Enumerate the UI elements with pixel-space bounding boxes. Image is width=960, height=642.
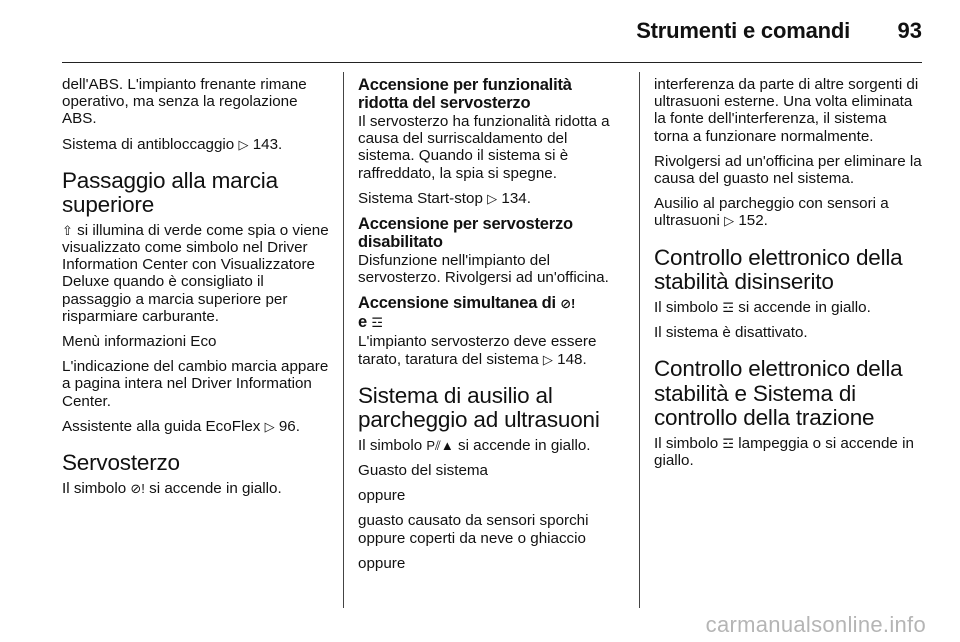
esc-off-icon: ☲ — [722, 299, 735, 315]
start-stop-reference: Sistema Start-stop ▷ 134. — [358, 189, 531, 207]
column-2 — [358, 76, 626, 580]
heading-reduced-steering: Accensione per funzionalità ridotta del servosterzo — [358, 76, 572, 112]
gear-shift-paragraph: ⇧ si illumina di verde come spia o viene visualizzato come simbolo nel Driver Information Center con Visualizzatore Deluxe quando è consigliato il passaggio a marcia superiore per risparmiare carburante. — [62, 221, 329, 325]
calibration-paragraph: L'impianto servosterzo deve essere tarato, taratura del sistema ▷ 148. — [358, 333, 597, 368]
system-fault-paragraph: Guasto del sistema — [358, 462, 488, 480]
reduced-steering-paragraph: Il servosterzo ha funzionalità ridotta a causa del surriscaldamento del sistema. Quando il sistema si è raffreddato, la spia si spegne. — [358, 113, 610, 182]
header-title: Strumenti e comandi — [636, 18, 850, 43]
watermark: carmanualsonline.info — [705, 612, 926, 637]
parking-reference: Ausilio al parcheggio con sensori a ultrasuoni ▷ 152. — [654, 195, 889, 230]
heading-esc-off: Controllo elettronico della stabilità disinserito — [654, 244, 903, 295]
gear-up-icon: ⇧ — [62, 222, 73, 238]
system-disabled-paragraph: Il sistema è disattivato. — [654, 323, 808, 341]
reference-arrow-icon: ▷ — [542, 351, 553, 367]
reference-arrow-icon: ▷ — [238, 136, 249, 152]
parking-symbol-paragraph: Il simbolo P⫽▲ si accende in giallo. — [358, 436, 591, 454]
reference-arrow-icon: ▷ — [264, 418, 275, 434]
workshop-paragraph: Rivolgersi ad un'officina per eliminare la causa del guasto nel sistema. — [654, 152, 922, 188]
heading-esc-tc: Controllo elettronico della stabilità e Sistema di controllo della trazione — [654, 356, 903, 431]
disabled-steering-paragraph: Disfunzione nell'impianto del servosterzo. Rivolgersi ad un'officina. — [358, 252, 609, 287]
or-paragraph-2: oppure — [358, 554, 406, 572]
esc-off-symbol-paragraph: Il simbolo ☲ si accende in giallo. — [654, 298, 871, 316]
heading-parking-assist: Sistema di ausilio al parcheggio ad ultrasuoni — [358, 382, 600, 433]
or-paragraph: oppure — [358, 487, 406, 505]
steering-warning-icon: ⊘! — [130, 480, 145, 496]
heading-power-steering: Servosterzo — [62, 450, 180, 476]
heading-simultaneous: Accensione simultanea di ⊘! e ☲ — [358, 294, 576, 332]
column-divider-1 — [343, 72, 344, 608]
parking-sensor-icon: P⫽▲ — [426, 437, 454, 453]
heading-disabled-steering: Accensione per servosterzo disabilitato — [358, 215, 573, 252]
dirty-sensors-paragraph: guasto causato da sensori sporchi oppure coperti da neve o ghiaccio — [358, 512, 589, 547]
esc-off-icon: ☲ — [371, 315, 383, 331]
esc-icon: ☲ — [722, 435, 735, 451]
esc-tc-symbol-paragraph: Il simbolo ☲ lampeggia o si accende in giallo. — [654, 434, 914, 469]
column-3 — [654, 76, 924, 477]
abs-reference: Sistema di antibloccaggio ▷ 143. — [62, 135, 283, 153]
heading-gear-shift: Passaggio alla marcia superiore — [62, 167, 278, 218]
abs-paragraph: dell'ABS. L'impianto frenante rimane operativo, ma senza la regolazione ABS. — [62, 76, 307, 128]
interference-paragraph: interferenza da parte di altre sorgenti di ultrasuoni esterne. Una volta eliminata la fonte dell'interferenza, il sistema torna a funzionare normalmente. — [654, 76, 919, 145]
page-number: 93 — [897, 18, 922, 43]
header-rule — [62, 62, 922, 63]
page-header — [0, 0, 960, 60]
reference-arrow-icon: ▷ — [487, 190, 498, 206]
steering-warning-icon: ⊘! — [560, 296, 576, 312]
ecoflex-reference: Assistente alla guida EcoFlex ▷ 96. — [62, 417, 300, 435]
steering-symbol-paragraph: Il simbolo ⊘! si accende in giallo. — [62, 479, 282, 497]
gear-indication-paragraph: L'indicazione del cambio marcia appare a pagina intera nel Driver Information Center. — [62, 358, 329, 410]
column-divider-2 — [639, 72, 640, 608]
eco-info-paragraph: Menù informazioni Eco — [62, 333, 217, 351]
reference-arrow-icon: ▷ — [724, 213, 735, 229]
column-1 — [62, 76, 330, 505]
